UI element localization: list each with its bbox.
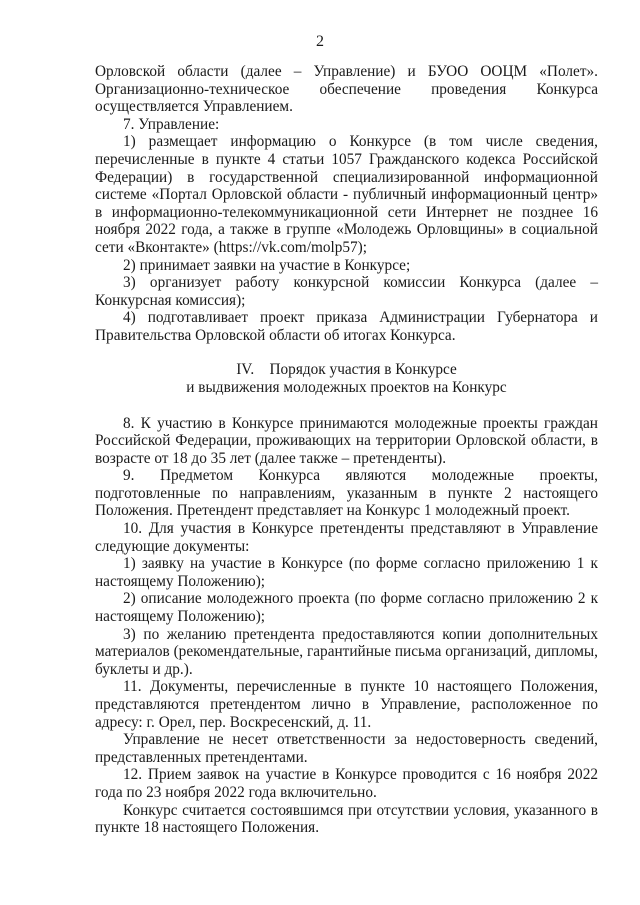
clause-7-item-1: 1) размещает информацию о Конкурсе (в том числе сведения, перечисленные в пункте 4 статьи 1057 Гражданского кодекса Российской Федерации) в государственной специализированной информационной системе «Портал Орловской области - публичный информационный центр» в информационно-телекоммуникационной сети Интернет не позднее 16 ноября 2022 года, а также в группе «Молодежь Орловщины» в социальной сети «Вконтакте» (https://vk.com/molp57);: [95, 133, 598, 256]
section-heading: [95, 361, 598, 398]
disclaimer-paragraph: Управление не несет ответственности за недостоверность сведений, представленных претендентами.: [95, 731, 598, 766]
section-heading-line-2: и выдвижения молодежных проектов на Конкурс: [186, 379, 507, 396]
clause-10-item-3: 3) по желанию претендента предоставляются копии дополнительных материалов (рекомендательные, гарантийные письма организаций, дипломы, буклеты и др.).: [95, 625, 598, 678]
clause-7-item-3: 3) организует работу конкурсной комиссии Конкурса (далее – Конкурсная комиссия);: [95, 274, 598, 309]
clause-7-title: 7. Управление:: [123, 115, 220, 133]
clause-8: 8. К участию в Конкурсе принимаются молодежные проекты граждан Российской Федерации, проживающих на территории Орловской области, в возрасте от 18 до 35 лет (далее также – претенденты).: [95, 414, 598, 467]
closing-paragraph: Конкурс считается состоявшимся при отсутствии условия, указанного в пункте 18 настоящего Положения.: [95, 801, 598, 837]
clause-10-item-1: 1) заявку на участие в Конкурсе (по форме согласно приложению 1 к настоящему Положению);: [95, 555, 598, 590]
clause-7-item-2: 2) принимает заявки на участие в Конкурсе;: [123, 256, 411, 274]
clause-9: 9. Предметом Конкурса являются молодежные проекты, подготовленные по направлениям, указанным в пункте 2 настоящего Положения. Претендент представляет на Конкурс 1 молодежный проект.: [95, 467, 598, 520]
page-number: 2: [316, 33, 324, 50]
clause-11: 11. Документы, перечисленные в пункте 10 настоящего Положения, представляются претендентом лично в Управление, расположенное по адресу: г. Орел, пер. Воскресенский, д. 11.: [95, 678, 598, 731]
section-heading-line-1: IV. Порядок участия в Конкурсе: [236, 360, 457, 378]
clause-10-item-2: 2) описание молодежного проекта (по форме согласно приложению 2 к настоящему Положению);: [95, 590, 598, 626]
clause-10-title: 10. Для участия в Конкурсе претенденты представляют в Управление следующие документы:: [95, 520, 598, 555]
clause-12: 12. Прием заявок на участие в Конкурсе проводится с 16 ноября 2022 года по 23 ноября 2022 года включительно.: [95, 766, 598, 801]
document-body: [95, 63, 598, 837]
clause-7-item-4: 4) подготавливает проект приказа Администрации Губернатора и Правительства Орловской области об итогах Конкурса.: [95, 309, 598, 344]
intro-paragraph: Орловской области (далее – Управление) и БУОО ООЦМ «Полет». Организационно-техническое обеспечение проведения Конкурса осуществляется Управлением.: [95, 63, 598, 116]
